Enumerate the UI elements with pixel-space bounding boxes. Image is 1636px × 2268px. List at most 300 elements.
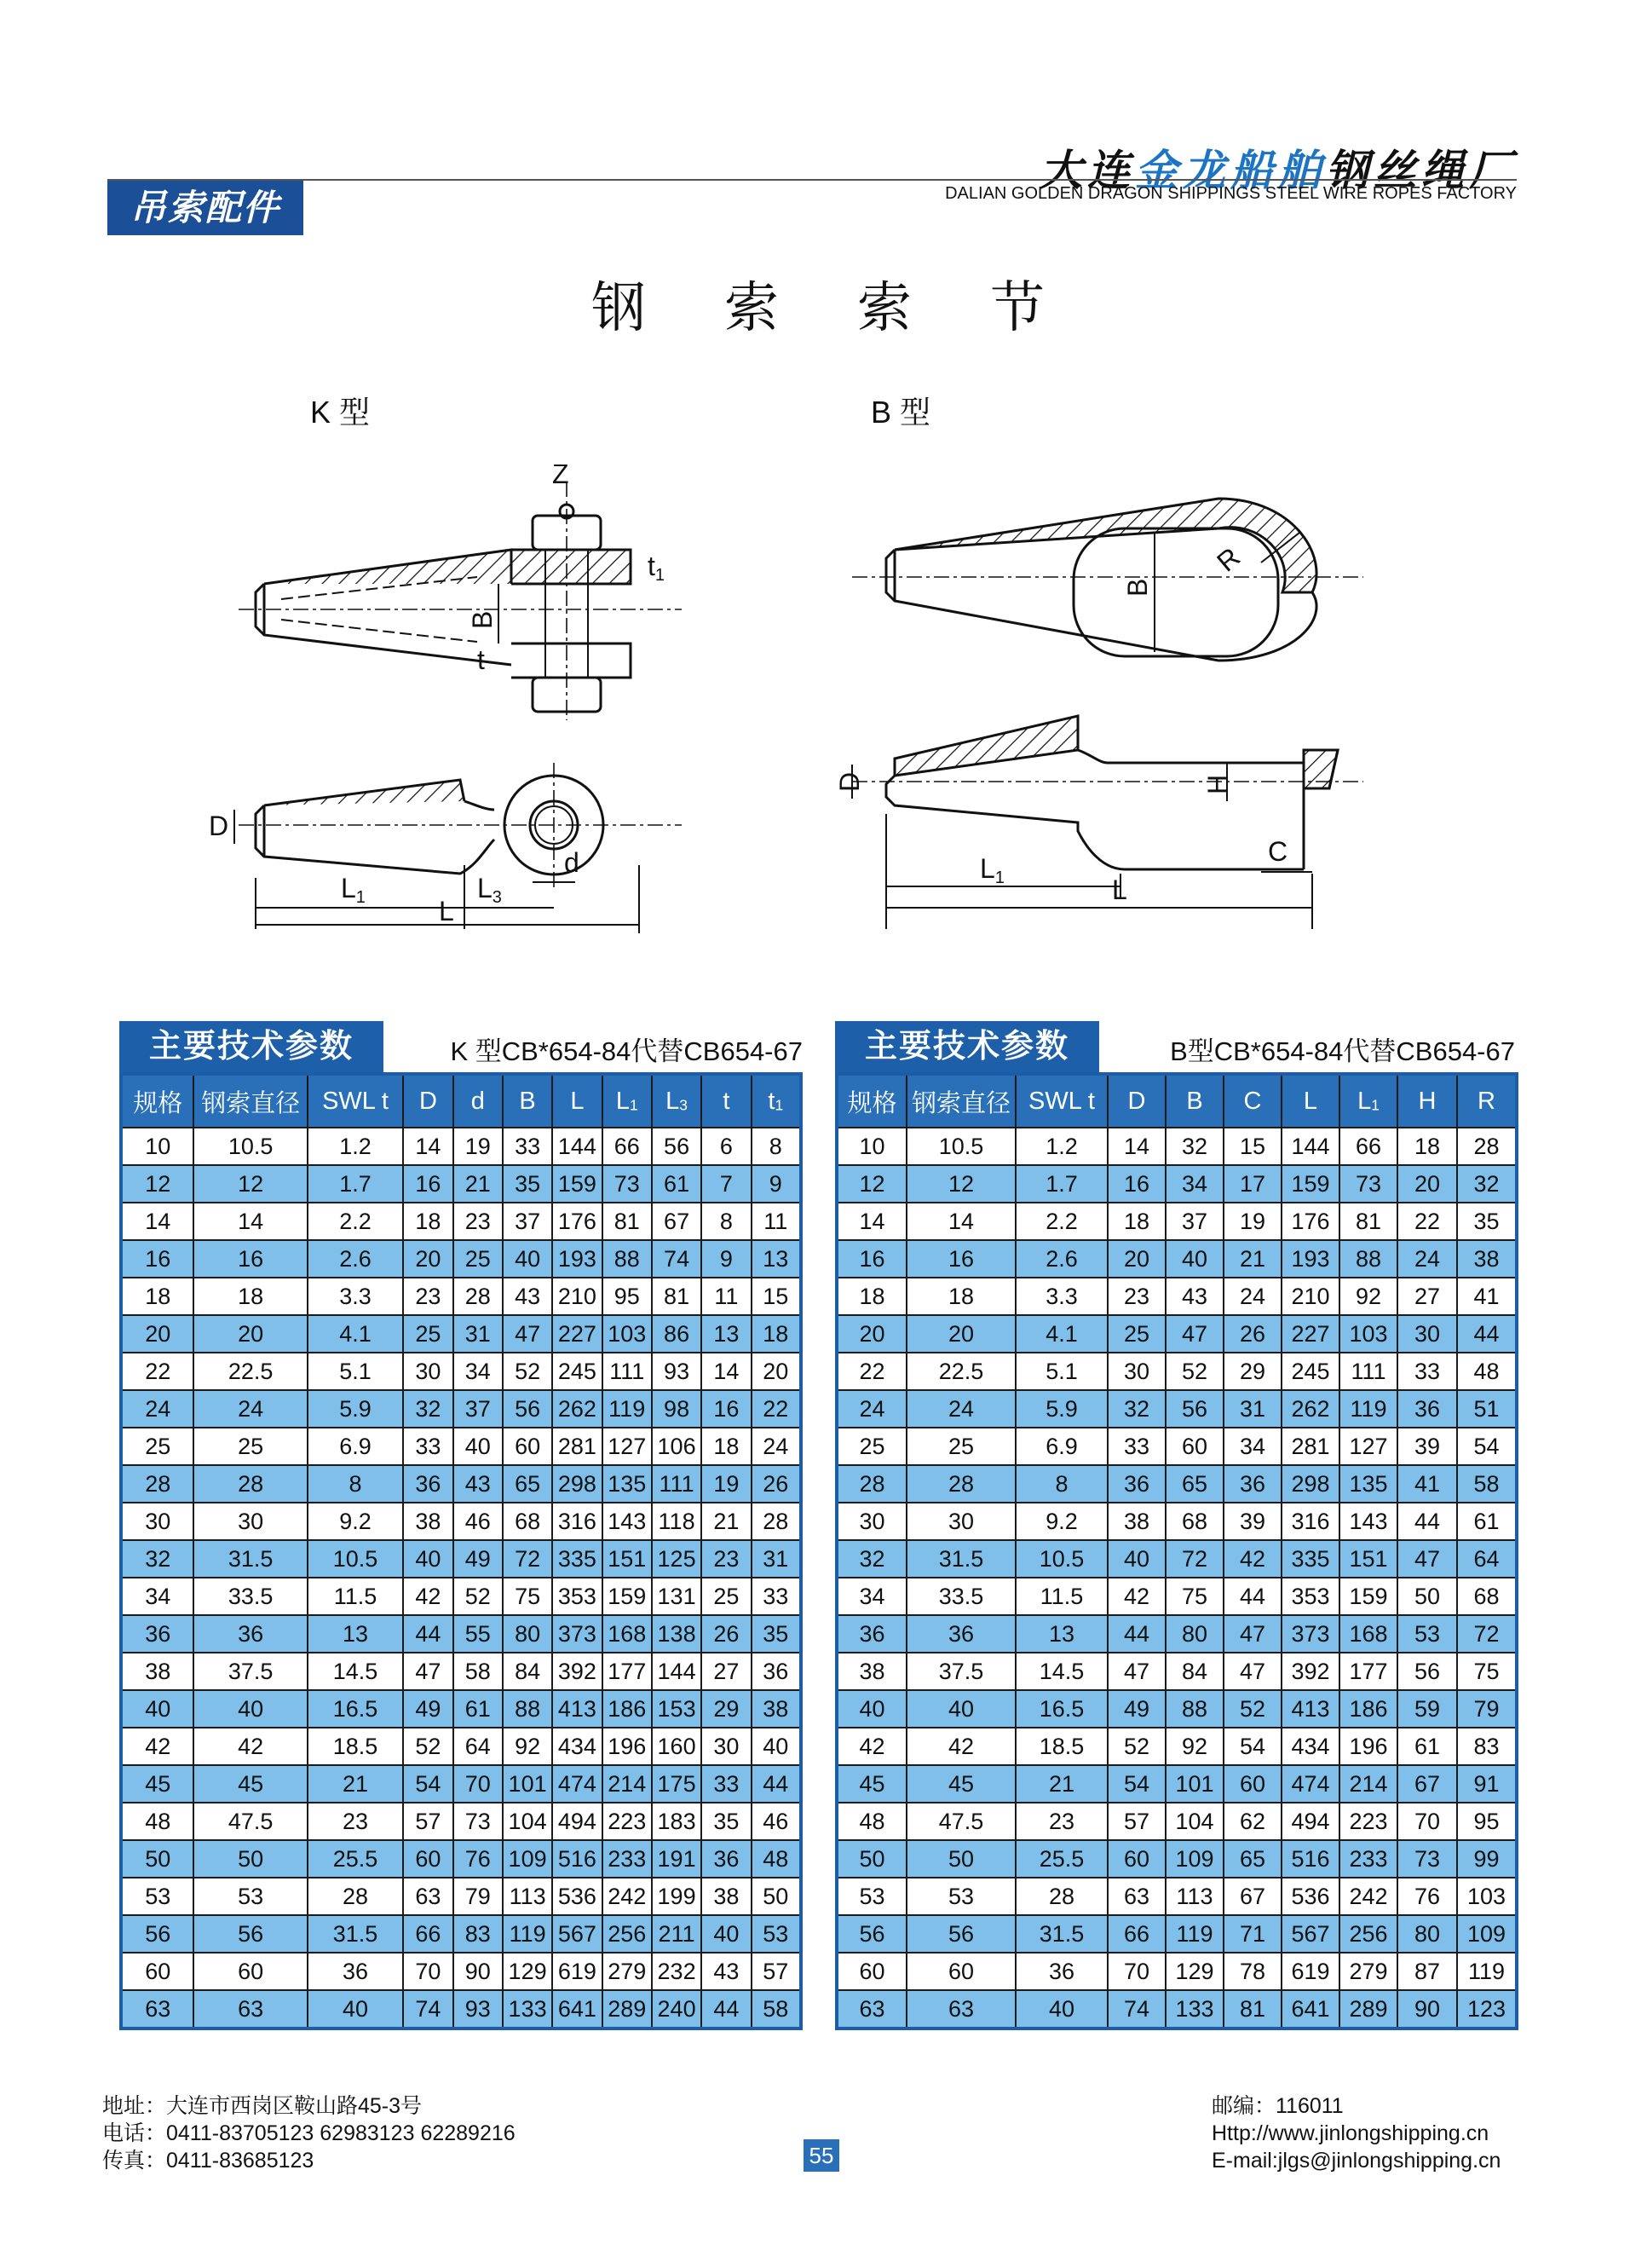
table-cell: 80 bbox=[1166, 1615, 1224, 1653]
table-cell: 199 bbox=[652, 1878, 701, 1915]
table-cell: 80 bbox=[1397, 1915, 1457, 1953]
table-cell: 93 bbox=[652, 1353, 701, 1390]
table-cell: 63 bbox=[121, 1990, 193, 2029]
table-cell: 49 bbox=[1108, 1690, 1166, 1728]
table-cell: 50 bbox=[837, 1840, 907, 1878]
table-cell: 37.5 bbox=[907, 1653, 1016, 1690]
table-cell: 38 bbox=[837, 1653, 907, 1690]
table-cell: 4.1 bbox=[308, 1315, 404, 1353]
column-header: H bbox=[1397, 1074, 1457, 1128]
table-cell: 8 bbox=[308, 1465, 404, 1503]
table-cell: 27 bbox=[1397, 1278, 1457, 1315]
table-cell: 38 bbox=[1108, 1503, 1166, 1540]
table-cell: 516 bbox=[552, 1840, 602, 1878]
table-cell: 21 bbox=[701, 1503, 751, 1540]
table-cell: 298 bbox=[552, 1465, 602, 1503]
table-row bbox=[837, 1315, 1517, 1353]
table-cell: 75 bbox=[1166, 1578, 1224, 1615]
table-cell: 29 bbox=[1224, 1353, 1282, 1390]
table-cell: 25 bbox=[837, 1428, 907, 1465]
table-cell: 90 bbox=[453, 1953, 503, 1990]
table-cell: 67 bbox=[1224, 1878, 1282, 1915]
table-cell: 38 bbox=[701, 1878, 751, 1915]
table-cell: 28 bbox=[308, 1878, 404, 1915]
table-cell: 262 bbox=[1282, 1390, 1339, 1428]
table-cell: 106 bbox=[652, 1428, 701, 1465]
table-cell: 16 bbox=[701, 1390, 751, 1428]
table-cell: 88 bbox=[602, 1240, 652, 1278]
table-row bbox=[837, 1803, 1517, 1840]
table-cell: 159 bbox=[602, 1578, 652, 1615]
table-cell: 73 bbox=[453, 1803, 503, 1840]
table-row bbox=[121, 1503, 801, 1540]
table-cell: 10.5 bbox=[907, 1128, 1016, 1165]
table-cell: 84 bbox=[503, 1653, 552, 1690]
table-cell: 196 bbox=[602, 1728, 652, 1765]
table-cell: 53 bbox=[1397, 1615, 1457, 1653]
table-cell: 14.5 bbox=[1016, 1653, 1108, 1690]
table-cell: 133 bbox=[1166, 1990, 1224, 2029]
table-cell: 34 bbox=[1224, 1428, 1282, 1465]
b-dim-h: H bbox=[1202, 774, 1233, 794]
table-cell: 168 bbox=[602, 1615, 652, 1653]
table-cell: 11.5 bbox=[308, 1578, 404, 1615]
table-cell: 44 bbox=[403, 1615, 452, 1653]
table-cell: 53 bbox=[193, 1878, 307, 1915]
table-cell: 20 bbox=[403, 1240, 452, 1278]
table-cell: 104 bbox=[503, 1803, 552, 1840]
table-row bbox=[837, 1428, 1517, 1465]
table-cell: 64 bbox=[453, 1728, 503, 1765]
table-cell: 59 bbox=[1397, 1690, 1457, 1728]
table-cell: 56 bbox=[907, 1915, 1016, 1953]
table-cell: 43 bbox=[503, 1278, 552, 1315]
table-cell: 60 bbox=[403, 1840, 452, 1878]
table-cell: 33.5 bbox=[907, 1578, 1016, 1615]
column-header: 规格 bbox=[121, 1074, 193, 1128]
table-cell: 92 bbox=[1166, 1728, 1224, 1765]
table-cell: 22 bbox=[121, 1353, 193, 1390]
table-cell: 109 bbox=[1166, 1840, 1224, 1878]
table-cell: 20 bbox=[752, 1353, 801, 1390]
table-cell: 65 bbox=[503, 1465, 552, 1503]
table-cell: 37 bbox=[453, 1390, 503, 1428]
table-cell: 42 bbox=[1108, 1578, 1166, 1615]
table-cell: 61 bbox=[1457, 1503, 1517, 1540]
table-row bbox=[837, 1165, 1517, 1203]
table-cell: 40 bbox=[121, 1690, 193, 1728]
table-cell: 3.3 bbox=[1016, 1278, 1108, 1315]
table-cell: 143 bbox=[602, 1503, 652, 1540]
table-cell: 56 bbox=[1166, 1390, 1224, 1428]
table-cell: 223 bbox=[602, 1803, 652, 1840]
table-cell: 28 bbox=[1457, 1128, 1517, 1165]
table-cell: 40 bbox=[1166, 1240, 1224, 1278]
table-cell: 44 bbox=[752, 1765, 801, 1803]
table-cell: 10.5 bbox=[193, 1128, 307, 1165]
table-cell: 7 bbox=[701, 1165, 751, 1203]
table-cell: 240 bbox=[652, 1990, 701, 2029]
table-cell: 28 bbox=[1016, 1878, 1108, 1915]
table-cell: 74 bbox=[652, 1240, 701, 1278]
table-cell: 60 bbox=[503, 1428, 552, 1465]
table-cell: 256 bbox=[1339, 1915, 1397, 1953]
table-cell: 42 bbox=[1224, 1540, 1282, 1578]
table-cell: 52 bbox=[1166, 1353, 1224, 1390]
table-cell: 74 bbox=[1108, 1990, 1166, 2029]
b-dim-l: L bbox=[1112, 874, 1127, 905]
table-cell: 43 bbox=[453, 1465, 503, 1503]
column-header: L bbox=[1282, 1074, 1339, 1128]
table-cell: 186 bbox=[602, 1690, 652, 1728]
table-cell: 54 bbox=[1108, 1765, 1166, 1803]
table-cell: 8 bbox=[701, 1203, 751, 1240]
table-cell: 43 bbox=[701, 1953, 751, 1990]
company-name-accent: 金龙船舶 bbox=[1135, 147, 1326, 194]
table-cell: 37 bbox=[503, 1203, 552, 1240]
table-cell: 53 bbox=[837, 1878, 907, 1915]
k-type-diagram bbox=[204, 465, 699, 942]
table-cell: 214 bbox=[602, 1765, 652, 1803]
table-cell: 48 bbox=[1457, 1353, 1517, 1390]
table-cell: 86 bbox=[652, 1315, 701, 1353]
table-cell: 34 bbox=[1166, 1165, 1224, 1203]
table-cell: 40 bbox=[503, 1240, 552, 1278]
table-cell: 5.1 bbox=[308, 1353, 404, 1390]
table-cell: 16 bbox=[193, 1240, 307, 1278]
table-cell: 25 bbox=[907, 1428, 1016, 1465]
dim-t1: t1 bbox=[648, 551, 665, 585]
table-cell: 413 bbox=[552, 1690, 602, 1728]
table-cell: 211 bbox=[652, 1915, 701, 1953]
table-cell: 79 bbox=[453, 1878, 503, 1915]
table-cell: 242 bbox=[602, 1878, 652, 1915]
table-cell: 12 bbox=[837, 1165, 907, 1203]
table-cell: 84 bbox=[1166, 1653, 1224, 1690]
table-cell: 58 bbox=[453, 1653, 503, 1690]
table-cell: 27 bbox=[701, 1653, 751, 1690]
table-cell: 353 bbox=[552, 1578, 602, 1615]
table-cell: 138 bbox=[652, 1615, 701, 1653]
table-cell: 494 bbox=[1282, 1803, 1339, 1840]
b-dim-c: C bbox=[1268, 836, 1288, 867]
dim-l: L bbox=[439, 896, 454, 926]
table-row bbox=[837, 1878, 1517, 1915]
table-cell: 2.6 bbox=[1016, 1240, 1108, 1278]
table-cell: 151 bbox=[1339, 1540, 1397, 1578]
table-cell: 151 bbox=[602, 1540, 652, 1578]
table-cell: 33 bbox=[1397, 1353, 1457, 1390]
page-number: 55 bbox=[804, 2139, 839, 2172]
table-cell: 40 bbox=[193, 1690, 307, 1728]
table-row bbox=[121, 1653, 801, 1690]
b-params-standard: B型CB*654-84代替CB654-67 bbox=[1170, 1036, 1515, 1066]
table-cell: 33 bbox=[403, 1428, 452, 1465]
table-cell: 64 bbox=[1457, 1540, 1517, 1578]
column-header: $L_1$ bbox=[602, 1074, 652, 1128]
table-cell: 242 bbox=[1339, 1878, 1397, 1915]
table-row bbox=[837, 1990, 1517, 2029]
table-cell: 13 bbox=[752, 1240, 801, 1278]
table-cell: 9 bbox=[701, 1240, 751, 1278]
table-cell: 93 bbox=[453, 1990, 503, 2029]
table-cell: 214 bbox=[1339, 1765, 1397, 1803]
table-cell: 42 bbox=[907, 1728, 1016, 1765]
table-row bbox=[121, 1465, 801, 1503]
section-badge: 吊索配件 bbox=[107, 181, 303, 235]
table-cell: 20 bbox=[1397, 1165, 1457, 1203]
table-cell: 28 bbox=[453, 1278, 503, 1315]
table-cell: 72 bbox=[503, 1540, 552, 1578]
table-cell: 19 bbox=[1224, 1203, 1282, 1240]
table-cell: 32 bbox=[403, 1390, 452, 1428]
table-cell: 223 bbox=[1339, 1803, 1397, 1840]
table-cell: 90 bbox=[1397, 1990, 1457, 2029]
table-cell: 24 bbox=[837, 1390, 907, 1428]
table-cell: 52 bbox=[403, 1728, 452, 1765]
table-cell: 26 bbox=[1224, 1315, 1282, 1353]
table-cell: 21 bbox=[1016, 1765, 1108, 1803]
table-cell: 95 bbox=[602, 1278, 652, 1315]
table-cell: 413 bbox=[1282, 1690, 1339, 1728]
table-cell: 61 bbox=[652, 1165, 701, 1203]
table-cell: 19 bbox=[701, 1465, 751, 1503]
table-cell: 18 bbox=[752, 1315, 801, 1353]
table-cell: 4.1 bbox=[1016, 1315, 1108, 1353]
table-cell: 619 bbox=[1282, 1953, 1339, 1990]
dim-d-upper: D bbox=[209, 811, 229, 841]
table-cell: 52 bbox=[1108, 1728, 1166, 1765]
table-cell: 103 bbox=[1457, 1878, 1517, 1915]
table-cell: 1.7 bbox=[308, 1165, 404, 1203]
table-cell: 36 bbox=[403, 1465, 452, 1503]
table-cell: 144 bbox=[652, 1653, 701, 1690]
footer-website-link[interactable]: Http://www.jinlongshipping.cn bbox=[1212, 2121, 1489, 2145]
table-cell: 16 bbox=[837, 1240, 907, 1278]
table-cell: 13 bbox=[1016, 1615, 1108, 1653]
table-cell: 24 bbox=[1224, 1278, 1282, 1315]
table-cell: 45 bbox=[193, 1765, 307, 1803]
table-cell: 99 bbox=[1457, 1840, 1517, 1878]
table-cell: 20 bbox=[1108, 1240, 1166, 1278]
table-cell: 44 bbox=[1108, 1615, 1166, 1653]
table-cell: 35 bbox=[701, 1803, 751, 1840]
table-cell: 3.3 bbox=[308, 1278, 404, 1315]
table-cell: 35 bbox=[503, 1165, 552, 1203]
table-cell: 23 bbox=[403, 1278, 452, 1315]
table-cell: 113 bbox=[503, 1878, 552, 1915]
table-cell: 58 bbox=[752, 1990, 801, 2029]
table-cell: 133 bbox=[503, 1990, 552, 2029]
table-cell: 119 bbox=[1457, 1953, 1517, 1990]
table-cell: 18.5 bbox=[1016, 1728, 1108, 1765]
table-cell: 14 bbox=[837, 1203, 907, 1240]
table-cell: 18 bbox=[1108, 1203, 1166, 1240]
table-cell: 50 bbox=[907, 1840, 1016, 1878]
table-cell: 135 bbox=[1339, 1465, 1397, 1503]
column-header: B bbox=[1166, 1074, 1224, 1128]
table-cell: 153 bbox=[652, 1690, 701, 1728]
table-cell: 5.9 bbox=[308, 1390, 404, 1428]
dim-t: t bbox=[477, 644, 485, 675]
table-cell: 28 bbox=[837, 1465, 907, 1503]
table-cell: 60 bbox=[837, 1953, 907, 1990]
table-row bbox=[837, 1128, 1517, 1165]
table-cell: 159 bbox=[552, 1165, 602, 1203]
table-cell: 30 bbox=[193, 1503, 307, 1540]
table-cell: 40 bbox=[752, 1728, 801, 1765]
table-cell: 92 bbox=[503, 1728, 552, 1765]
table-cell: 118 bbox=[652, 1503, 701, 1540]
table-cell: 44 bbox=[1397, 1503, 1457, 1540]
table-cell: 31.5 bbox=[308, 1915, 404, 1953]
table-cell: 281 bbox=[1282, 1428, 1339, 1465]
table-cell: 262 bbox=[552, 1390, 602, 1428]
b-type-diagram bbox=[818, 465, 1363, 942]
table-cell: 434 bbox=[552, 1728, 602, 1765]
table-cell: 28 bbox=[752, 1503, 801, 1540]
table-cell: 50 bbox=[121, 1840, 193, 1878]
table-cell: 14.5 bbox=[308, 1653, 404, 1690]
table-cell: 16 bbox=[403, 1165, 452, 1203]
table-cell: 10.5 bbox=[1016, 1540, 1108, 1578]
table-cell: 316 bbox=[552, 1503, 602, 1540]
table-cell: 23 bbox=[453, 1203, 503, 1240]
table-cell: 373 bbox=[552, 1615, 602, 1653]
table-cell: 50 bbox=[1397, 1578, 1457, 1615]
table-cell: 32 bbox=[1166, 1128, 1224, 1165]
table-row bbox=[121, 1390, 801, 1428]
table-cell: 78 bbox=[1224, 1953, 1282, 1990]
table-cell: 233 bbox=[602, 1840, 652, 1878]
k-params-standard: K 型CB*654-84代替CB654-67 bbox=[450, 1036, 803, 1066]
table-cell: 28 bbox=[121, 1465, 193, 1503]
table-cell: 42 bbox=[121, 1728, 193, 1765]
table-cell: 119 bbox=[1339, 1390, 1397, 1428]
table-cell: 47 bbox=[1166, 1315, 1224, 1353]
table-cell: 129 bbox=[503, 1953, 552, 1990]
table-cell: 41 bbox=[1397, 1465, 1457, 1503]
table-cell: 12 bbox=[907, 1165, 1016, 1203]
footer-web bbox=[1212, 2092, 1501, 2174]
table-cell: 8 bbox=[752, 1128, 801, 1165]
table-cell: 40 bbox=[403, 1540, 452, 1578]
table-row bbox=[121, 1765, 801, 1803]
b-params-banner: 主要技术参数 bbox=[835, 1021, 1099, 1072]
table-cell: 53 bbox=[907, 1878, 1016, 1915]
table-row bbox=[121, 1165, 801, 1203]
table-cell: 36 bbox=[308, 1953, 404, 1990]
table-cell: 60 bbox=[121, 1953, 193, 1990]
table-cell: 18 bbox=[121, 1278, 193, 1315]
table-cell: 56 bbox=[503, 1390, 552, 1428]
column-header: SWL t bbox=[308, 1074, 404, 1128]
page-title: 钢索索节 bbox=[591, 277, 1123, 338]
table-cell: 2.2 bbox=[1016, 1203, 1108, 1240]
table-cell: 119 bbox=[503, 1915, 552, 1953]
table-cell: 63 bbox=[193, 1990, 307, 2029]
table-cell: 256 bbox=[602, 1915, 652, 1953]
table-cell: 12 bbox=[193, 1165, 307, 1203]
table-cell: 73 bbox=[602, 1165, 652, 1203]
table-cell: 168 bbox=[1339, 1615, 1397, 1653]
table-cell: 186 bbox=[1339, 1690, 1397, 1728]
table-cell: 79 bbox=[1457, 1690, 1517, 1728]
column-header: 钢索直径 bbox=[907, 1074, 1016, 1128]
table-cell: 5.9 bbox=[1016, 1390, 1108, 1428]
table-cell: 50 bbox=[752, 1878, 801, 1915]
table-row bbox=[837, 1503, 1517, 1540]
table-cell: 37 bbox=[1166, 1203, 1224, 1240]
table-row bbox=[121, 1203, 801, 1240]
company-name-en: DALIAN GOLDEN DRAGON SHIPPINGS STEEL WIRE ROPES FACTORY bbox=[945, 184, 1517, 203]
table-cell: 25 bbox=[403, 1315, 452, 1353]
table-cell: 36 bbox=[701, 1840, 751, 1878]
table-cell: 23 bbox=[1016, 1803, 1108, 1840]
table-cell: 36 bbox=[193, 1615, 307, 1653]
column-header: $L_1$ bbox=[1339, 1074, 1397, 1128]
table-cell: 2.6 bbox=[308, 1240, 404, 1278]
table-cell: 11 bbox=[701, 1278, 751, 1315]
table-cell: 18 bbox=[403, 1203, 452, 1240]
table-cell: 1.2 bbox=[1016, 1128, 1108, 1165]
table-cell: 36 bbox=[1224, 1465, 1282, 1503]
table-cell: 75 bbox=[1457, 1653, 1517, 1690]
table-cell: 567 bbox=[552, 1915, 602, 1953]
table-cell: 2.2 bbox=[308, 1203, 404, 1240]
column-header: B bbox=[503, 1074, 552, 1128]
table-cell: 176 bbox=[1282, 1203, 1339, 1240]
table-cell: 81 bbox=[1224, 1990, 1282, 2029]
table-cell: 40 bbox=[1108, 1540, 1166, 1578]
table-cell: 95 bbox=[1457, 1803, 1517, 1840]
table-cell: 22 bbox=[752, 1390, 801, 1428]
table-cell: 36 bbox=[1016, 1953, 1108, 1990]
table-cell: 40 bbox=[837, 1690, 907, 1728]
table-cell: 83 bbox=[453, 1915, 503, 1953]
table-cell: 16.5 bbox=[308, 1690, 404, 1728]
table-cell: 119 bbox=[602, 1390, 652, 1428]
table-row bbox=[837, 1353, 1517, 1390]
k-params-banner: 主要技术参数 bbox=[119, 1021, 383, 1072]
table-cell: 516 bbox=[1282, 1840, 1339, 1878]
column-header: t bbox=[701, 1074, 751, 1128]
table-cell: 56 bbox=[837, 1915, 907, 1953]
table-cell: 63 bbox=[907, 1990, 1016, 2029]
table-row bbox=[121, 1278, 801, 1315]
table-cell: 536 bbox=[552, 1878, 602, 1915]
table-cell: 60 bbox=[1108, 1840, 1166, 1878]
table-cell: 34 bbox=[837, 1578, 907, 1615]
dim-d-lower: d bbox=[564, 847, 579, 878]
table-cell: 35 bbox=[752, 1615, 801, 1653]
k-type-params bbox=[119, 1021, 803, 2037]
table-cell: 160 bbox=[652, 1728, 701, 1765]
footer-email-link[interactable]: E-mail:jlgs@jinlongshipping.cn bbox=[1212, 2149, 1501, 2173]
table-cell: 47 bbox=[1224, 1653, 1282, 1690]
table-cell: 245 bbox=[1282, 1353, 1339, 1390]
table-cell: 14 bbox=[701, 1353, 751, 1390]
table-cell: 16 bbox=[1108, 1165, 1166, 1203]
table-cell: 44 bbox=[1224, 1578, 1282, 1615]
table-cell: 31 bbox=[453, 1315, 503, 1353]
table-cell: 56 bbox=[652, 1128, 701, 1165]
table-cell: 51 bbox=[1457, 1390, 1517, 1428]
table-cell: 11.5 bbox=[1016, 1578, 1108, 1615]
column-header: D bbox=[403, 1074, 452, 1128]
column-header: 规格 bbox=[837, 1074, 907, 1128]
table-cell: 279 bbox=[1339, 1953, 1397, 1990]
